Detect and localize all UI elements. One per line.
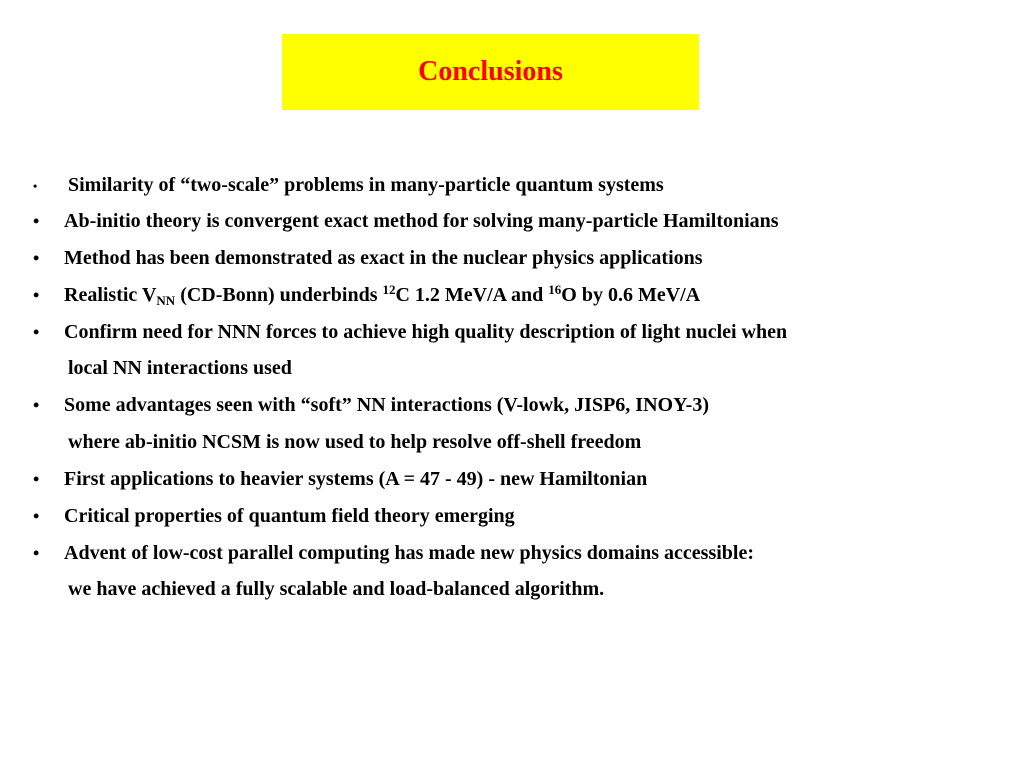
list-item-text: Confirm need for NNN forces to achieve high quality description of light nuclei when	[64, 321, 788, 343]
text-part: (CD-Bonn) underbinds	[175, 284, 383, 306]
slide-title: Conclusions	[418, 56, 563, 87]
superscript-16: 16	[548, 282, 562, 297]
bullet-icon: •	[33, 543, 40, 563]
list-item-text: Ab-initio theory is convergent exact method for solving many-particle Hamiltonians	[64, 210, 779, 232]
text-part: Realistic V	[64, 284, 157, 306]
list-item-text	[64, 283, 700, 307]
list-item-text: local NN interactions used	[68, 357, 292, 379]
superscript-12: 12	[382, 282, 396, 297]
list-item-text: Advent of low-cost parallel computing has made new physics domains accessible:	[64, 542, 755, 564]
list-item-text: Critical properties of quantum field theory emerging	[64, 505, 515, 527]
bullet-icon: •	[33, 248, 40, 268]
bullet-icon: •	[33, 469, 40, 489]
bullet-icon: •	[33, 179, 38, 193]
bullet-icon: •	[33, 322, 40, 342]
text-part: C 1.2 MeV/A and	[395, 284, 549, 306]
text-part: O by 0.6 MeV/A	[561, 284, 701, 306]
subscript-nn: NN	[156, 293, 176, 308]
list-item-text: Similarity of “two-scale” problems in many-particle quantum systems	[68, 174, 664, 196]
list-item-text: we have achieved a fully scalable and load-balanced algorithm.	[68, 578, 605, 600]
list-item-text: First applications to heavier systems (A = 47 - 49) - new Hamiltonian	[64, 468, 648, 490]
list-item-text: Method has been demonstrated as exact in the nuclear physics applications	[64, 247, 703, 269]
bullet-icon: •	[33, 395, 40, 415]
bullet-icon: •	[33, 211, 40, 231]
bullet-icon: •	[33, 506, 40, 526]
list-item-text: where ab-initio NCSM is now used to help resolve off-shell freedom	[68, 431, 642, 453]
list-item-text: Some advantages seen with “soft” NN interactions (V-lowk, JISP6, INOY-3)	[64, 394, 709, 416]
bullet-icon: •	[33, 285, 40, 305]
